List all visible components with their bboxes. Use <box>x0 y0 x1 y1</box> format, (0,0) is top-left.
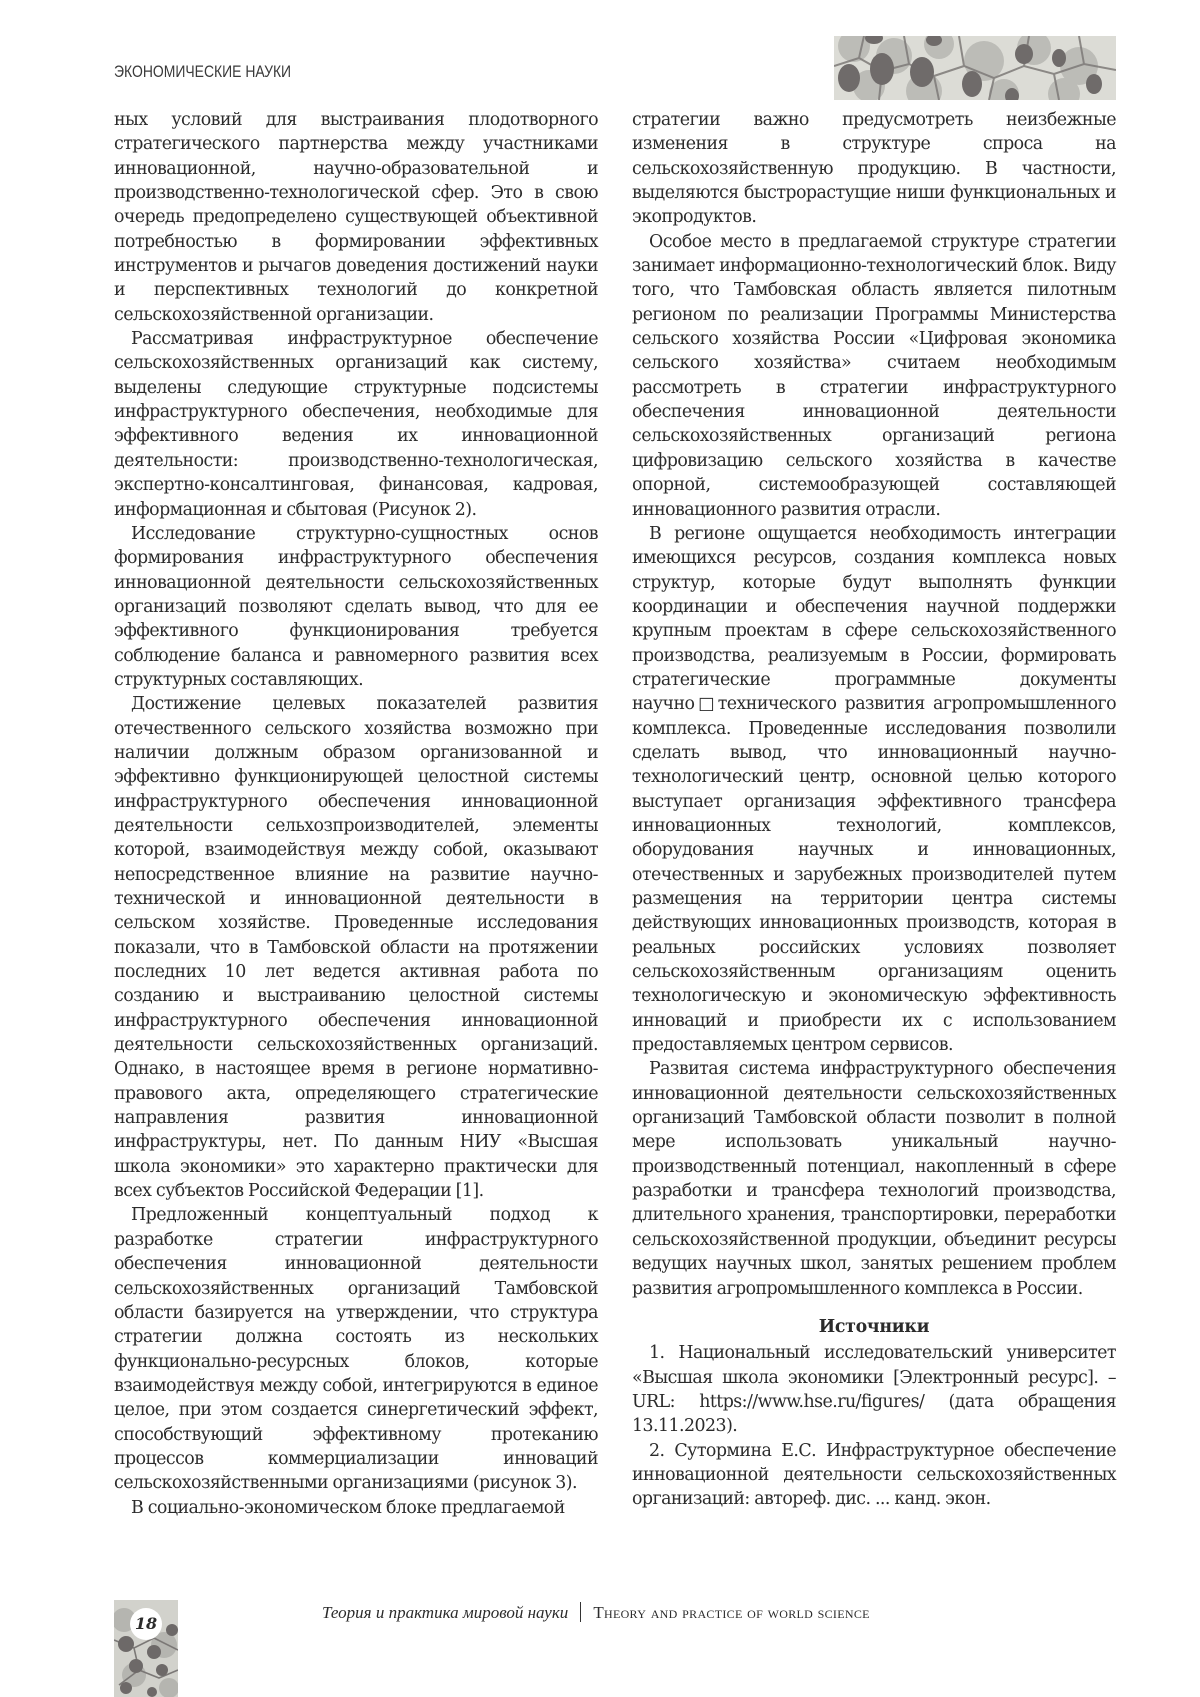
running-head-section-title: ЭКОНОМИЧЕСКИЕ НАУКИ <box>114 62 292 81</box>
paragraph: Достижение целевых показателей развития отечественного сельского хозяйства возможно при наличии должным образом организованной и эффективно функционирующей целостной системы инфраструктурного обеспечения инновационной деятельности сельхозпроизводителей, элементы которой, взаимодействуя между собой, оказывают непосредственное влияние на развитие научно-технической и инновационной деятельности в сельском хозяйстве. Проведенные исследования показали, что в Тамбовской области на протяжении последних 10 лет ведется активная работа по созданию и выстраиванию целостной системы инфраструктурного обеспечения инновационной деятельности сельскохозяйственных организаций. Однако, в настоящее время в регионе нормативно-правового акта, определяющего стратегические направления развития инновационной инфраструктуры, нет. По данным НИУ «Высшая школа экономики» это характерно практически для всех субъектов Российской Федерации [1]. <box>114 694 598 1202</box>
paragraph: Рассматривая инфраструктурное обеспечение сельскохозяйственных организаций как систему, выделены следующие структурные подсистемы инфраструктурного обеспечения, необходимые для эффективного ведения их инновационной деятельности: производственно-технологическая, экспертно-консалтинговая, финансовая, кадровая, информационная и сбытовая (Рисунок 2). <box>114 329 598 520</box>
molecule-lattice-icon <box>834 36 1116 100</box>
paragraph: Развитая система инфраструктурного обеспечения инновационной деятельности сельскохозяйственных организаций Тамбовской области позволит в полной мере использовать уникальный научно-производственный потенциал, накопленный в сфере разработки и трансфера технологий производства, длительного хранения, транспортировки, переработки сельскохозяйственной продукции, объединит ресурсы ведущих научных школ, занятых решением проблем развития агропромышленного комплекса в России. <box>632 1059 1116 1299</box>
page-number: 18 <box>130 1608 162 1640</box>
paragraph: стратегии важно предусмотреть неизбежные изменения в структуре спроса на сельскохозяйственную продукцию. В частности, выделяются быстрорастущие ниши функциональных и экопродуктов. <box>632 110 1116 228</box>
paragraph: Особое место в предлагаемой структуре стратегии занимает информационно-технологический блок. Виду того, что Тамбовская область является пилотным регионом по реализации Программы Министерства сельского хозяйства России «Цифровая экономика сельского хозяйства» считаем необходимым рассмотреть в стратегии инфраструктурного обеспечения инновационной деятельности сельскохозяйственных организаций региона цифровизацию сельского хозяйства в качестве опорной, системообразующей составляющей инновационного развития отрасли. <box>632 231 1116 520</box>
paragraph: Предложенный концептуальный подход к разработке стратегии инфраструктурного обеспечения инновационной деятельности сельскохозяйственных организаций Тамбовской области базируется на утверждении, что структура стратегии должна состоять из нескольких функционально-ресурсных блоков, которые взаимодействуя между собой, интегрируются в единое целое, при этом создается синергетический эффект, способствующий эффективному протеканию процессов коммерциализации инноваций сельскохозяйственными организациями (рисунок 3). <box>114 1205 598 1494</box>
paragraph: ных условий для выстраивания плодотворного стратегического партнерства между участниками инновационной, научно-образовательной и производственно-технологической сфер. Это в свою очередь предопределено существующей объективной потребностью в формировании эффективных инструментов и рычагов доведения достижений науки и перспективных технологий до конкретной сельскохозяйственной организации. <box>114 110 598 325</box>
paragraph: Исследование структурно-сущностных основ формирования инфраструктурного обеспечения инновационной деятельности сельскохозяйственных организаций позволяют сделать вывод, что для ее эффективного функционирования требуется соблюдение баланса и равномерного развития всех структурных составляющих. <box>114 523 598 690</box>
journal-title-ru: Теория и практика мировой науки <box>322 1603 569 1622</box>
left-text-column <box>114 108 598 1520</box>
reference-item: 2. Сутормина Е.С. Инфраструктурное обеспечение инновационной деятельности сельскохозяйственных организаций: автореф. дис. ... канд. экон. <box>632 1440 1116 1510</box>
reference-item: 1. Национальный исследовательский университет «Высшая школа экономики [Электронный ресурс]. – URL: https://www.hse.ru/figures/ (дата обращения 13.11.2023). <box>632 1343 1116 1437</box>
journal-title-en: Theory and practice of world science <box>593 1603 870 1622</box>
sources-heading: Источники <box>818 1316 930 1337</box>
right-text-column <box>632 108 1116 1512</box>
header-decorative-image <box>834 36 1116 100</box>
title-separator <box>580 1602 581 1622</box>
journal-title <box>322 1602 870 1623</box>
paragraph: В регионе ощущается необходимость интеграции имеющихся ресурсов, создания комплекса новых структур, которые будут выполнять функции координации и обеспечения научной поддержки крупным проектам в сфере сельскохозяйственного производства, реализуемым в России, формировать стратегические программные документы научно□технического развития агропромышленного комплекса. Проведенные исследования позволили сделать вывод, что инновационный научно-технологический центр, основной целью которого выступает организация эффективного трансфера инновационных технологий, комплексов, оборудования научных и инновационных, отечественных и зарубежных производителей путем размещения на территории центра системы действующих инновационных производств, которая в реальных российских условиях позволяет сельскохозяйственным организациям оценить технологическую и экономическую эффективность инноваций и приобрести их с использованием предоставляемых центром сервисов. <box>632 523 1116 1056</box>
paragraph: В социально-экономическом блоке предлагаемой <box>131 1497 565 1518</box>
